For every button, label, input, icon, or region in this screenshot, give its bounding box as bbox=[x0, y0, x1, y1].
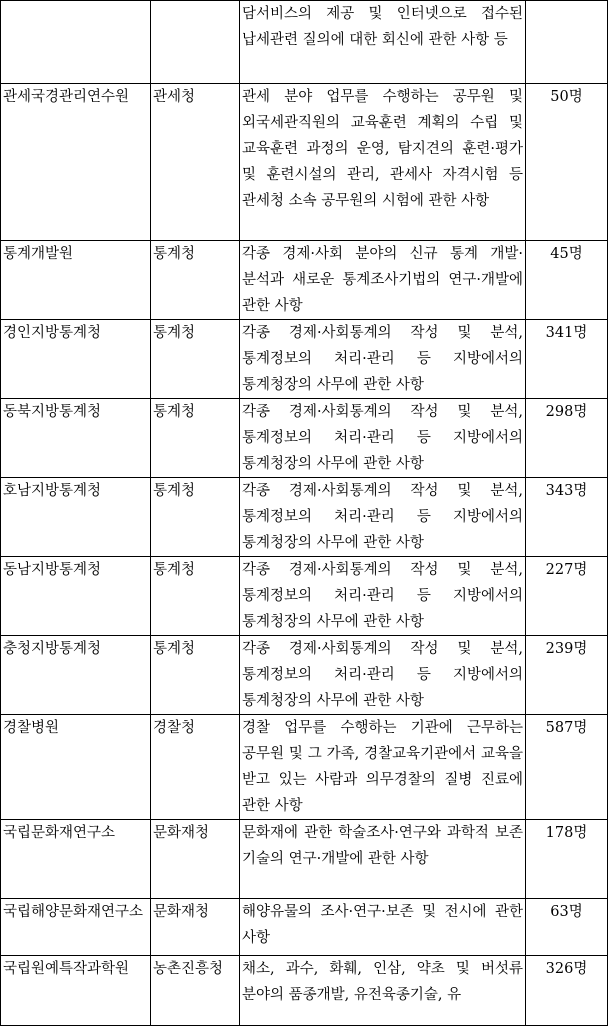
agency-cell bbox=[151, 715, 240, 820]
staff-count-cell bbox=[526, 478, 608, 557]
org-name-cell bbox=[1, 820, 151, 899]
staff-count: 178명 bbox=[545, 825, 588, 841]
staff-count: 227명 bbox=[545, 562, 588, 578]
staff-count-cell bbox=[526, 84, 608, 241]
org-name: 호남지방통계청 bbox=[3, 483, 102, 499]
org-name-cell bbox=[1, 84, 151, 241]
agency-cell bbox=[151, 956, 240, 1026]
description-cell bbox=[240, 557, 526, 636]
org-name: 관세국경관리연수원 bbox=[3, 89, 130, 105]
org-name: 경찰병원 bbox=[3, 720, 60, 736]
agency-name: 관세청 bbox=[153, 89, 196, 105]
description-cell bbox=[240, 478, 526, 557]
table-row bbox=[1, 1, 608, 84]
staff-count-cell bbox=[526, 399, 608, 478]
description-text: 각종 경제·사회 분야의 신규 통계 개발·분석과 새로운 통계조사기법의 연구·개발에 관한 사항 bbox=[242, 246, 528, 314]
staff-count: 341명 bbox=[545, 325, 588, 341]
staff-count-cell bbox=[526, 715, 608, 820]
description-cell bbox=[240, 820, 526, 899]
staff-count-cell bbox=[526, 956, 608, 1026]
description-cell bbox=[240, 399, 526, 478]
staff-count-cell bbox=[526, 820, 608, 899]
description-text: 각종 경제·사회통계의 작성 및 분석, 통계정보의 처리·관리 등 지방에서의 통계청장의 사무에 관한 사항 bbox=[242, 641, 528, 709]
org-name-cell bbox=[1, 241, 151, 320]
agency-name: 통계청 bbox=[153, 246, 196, 262]
agency-name: 문화재청 bbox=[153, 825, 210, 841]
org-name: 국립해양문화재연구소 bbox=[3, 904, 144, 920]
staff-count-cell bbox=[526, 557, 608, 636]
table-row bbox=[1, 241, 608, 320]
table-row bbox=[1, 84, 608, 241]
staff-count: 298명 bbox=[545, 404, 588, 420]
agency-name: 통계청 bbox=[153, 483, 196, 499]
description-cell bbox=[240, 241, 526, 320]
agency-cell bbox=[151, 320, 240, 399]
description-cell bbox=[240, 636, 526, 715]
agency-cell bbox=[151, 84, 240, 241]
agency-cell bbox=[151, 899, 240, 956]
agency-cell bbox=[151, 557, 240, 636]
org-name: 경인지방통계청 bbox=[3, 325, 102, 341]
agency-cell bbox=[151, 399, 240, 478]
staff-count: 239명 bbox=[545, 641, 588, 657]
staff-count-cell bbox=[526, 1, 608, 84]
org-name-cell bbox=[1, 899, 151, 956]
org-name-cell bbox=[1, 557, 151, 636]
agency-cell bbox=[151, 636, 240, 715]
staff-count: 343명 bbox=[545, 483, 588, 499]
org-name-cell bbox=[1, 636, 151, 715]
staff-count: 45명 bbox=[550, 246, 583, 262]
org-name: 충청지방통계청 bbox=[3, 641, 102, 657]
agency-name: 통계청 bbox=[153, 641, 196, 657]
table-row bbox=[1, 478, 608, 557]
agency-cell bbox=[151, 1, 240, 84]
staff-count-cell bbox=[526, 320, 608, 399]
description-text: 담서비스의 제공 및 인터넷으로 접수된 납세관련 질의에 대한 회신에 관한 사항 등 bbox=[242, 6, 528, 48]
description-text: 관세 분야 업무를 수행하는 공무원 및 외국세관직원의 교육훈련 계획의 수립 및 교육훈련 과정의 운영, 탐지견의 훈련·평가 및 훈련시설의 관리, 관세사 자격시험 등 관세청 소속 공무원의 시험에 관한 사항 bbox=[242, 89, 528, 209]
staff-count-cell bbox=[526, 899, 608, 956]
staff-count: 50명 bbox=[550, 89, 583, 105]
description-cell bbox=[240, 1, 526, 84]
agency-cell bbox=[151, 241, 240, 320]
description-text: 경찰 업무를 수행하는 기관에 근무하는 공무원 및 그 가족, 경찰교육기관에서 교육을 받고 있는 사람과 의무경찰의 질병 진료에 관한 사항 bbox=[242, 720, 528, 814]
agency-cell bbox=[151, 820, 240, 899]
agency-name: 통계청 bbox=[153, 325, 196, 341]
description-cell bbox=[240, 956, 526, 1026]
description-cell bbox=[240, 84, 526, 241]
org-name: 국립원예특작과학원 bbox=[3, 961, 130, 977]
table-row bbox=[1, 956, 608, 1026]
agency-cell bbox=[151, 478, 240, 557]
org-name-cell bbox=[1, 956, 151, 1026]
description-cell bbox=[240, 899, 526, 956]
description-cell bbox=[240, 715, 526, 820]
table-row bbox=[1, 557, 608, 636]
description-text: 각종 경제·사회통계의 작성 및 분석, 통계정보의 처리·관리 등 지방에서의 통계청장의 사무에 관한 사항 bbox=[242, 404, 528, 472]
table-row bbox=[1, 899, 608, 956]
description-text: 각종 경제·사회통계의 작성 및 분석, 통계정보의 처리·관리 등 지방에서의 통계청장의 사무에 관한 사항 bbox=[242, 562, 528, 630]
org-name: 국립문화재연구소 bbox=[3, 825, 116, 841]
table-row bbox=[1, 715, 608, 820]
table-row bbox=[1, 636, 608, 715]
staff-count: 326명 bbox=[545, 961, 588, 977]
agency-name: 통계청 bbox=[153, 562, 196, 578]
org-name-cell bbox=[1, 1, 151, 84]
org-name: 동남지방통계청 bbox=[3, 562, 102, 578]
table-row bbox=[1, 320, 608, 399]
org-name-cell bbox=[1, 478, 151, 557]
description-text: 채소, 과수, 화훼, 인삼, 약초 및 버섯류 분야의 품종개발, 유전육종기술, 유 bbox=[242, 961, 528, 1003]
description-text: 각종 경제·사회통계의 작성 및 분석, 통계정보의 처리·관리 등 지방에서의 통계청장의 사무에 관한 사항 bbox=[242, 483, 528, 551]
description-cell bbox=[240, 320, 526, 399]
org-name-cell bbox=[1, 715, 151, 820]
staff-count-cell bbox=[526, 636, 608, 715]
agency-name: 문화재청 bbox=[153, 904, 210, 920]
agency-name: 통계청 bbox=[153, 404, 196, 420]
agency-name: 경찰청 bbox=[153, 720, 196, 736]
agency-name: 농촌진흥청 bbox=[153, 961, 224, 977]
org-name-cell bbox=[1, 320, 151, 399]
description-text: 각종 경제·사회통계의 작성 및 분석, 통계정보의 처리·관리 등 지방에서의 통계청장의 사무에 관한 사항 bbox=[242, 325, 528, 393]
org-name: 동북지방통계청 bbox=[3, 404, 102, 420]
table-row bbox=[1, 399, 608, 478]
staff-count-cell bbox=[526, 241, 608, 320]
description-text: 해양유물의 조사·연구·보존 및 전시에 관한 사항 bbox=[242, 904, 528, 946]
org-name-cell bbox=[1, 399, 151, 478]
org-name: 통계개발원 bbox=[3, 246, 74, 262]
description-text: 문화재에 관한 학술조사·연구와 과학적 보존 기술의 연구·개발에 관한 사항 bbox=[242, 825, 528, 867]
staff-count: 63명 bbox=[550, 904, 583, 920]
table-row bbox=[1, 820, 608, 899]
staff-count: 587명 bbox=[545, 720, 588, 736]
